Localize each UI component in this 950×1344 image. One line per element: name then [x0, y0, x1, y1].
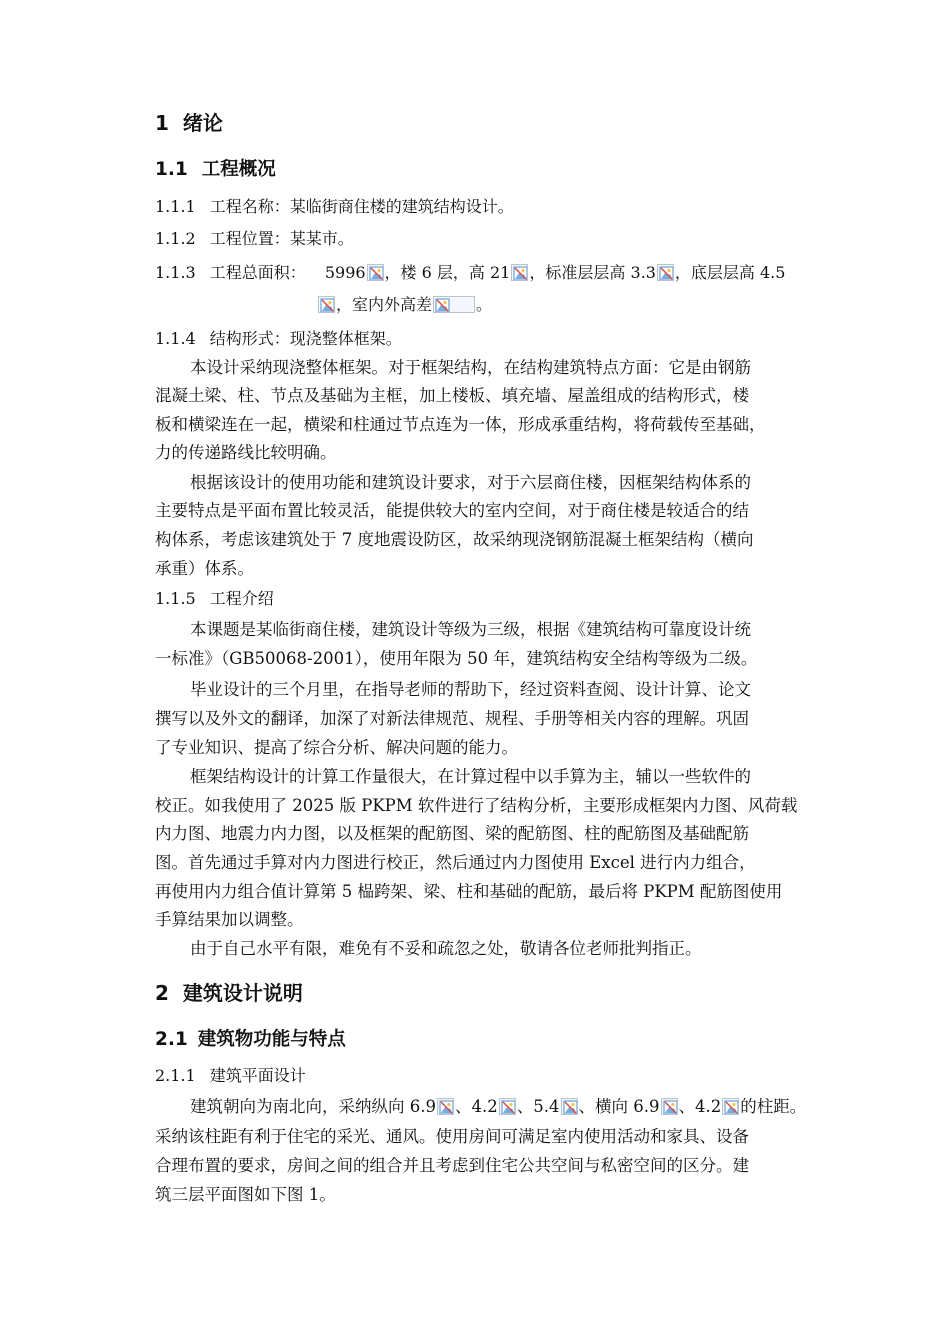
paragraph-line: 图。首先通过手算对内力图进行校正，然后通过内力图使用 Excel 进行内力组合， — [155, 853, 756, 872]
paragraph-line: 再使用内力组合值计算第 5 榀跨架、梁、柱和基础的配筋，最后将 PKPM 配筋图使用 — [155, 882, 783, 901]
paragraph-line: 撰写以及外文的翻译，加深了对新法律规范、规程、手册等相关内容的理解。巩固 — [155, 709, 749, 728]
broken-image-icon — [433, 296, 475, 313]
item-1-1-4: 1.1.4 结构形式：现浇整体框架。 — [155, 329, 402, 348]
section-heading-2-1: 2.1 建筑物功能与特点 — [155, 1029, 346, 1050]
broken-image-icon — [661, 1098, 678, 1115]
item-1-1-2: 1.1.2 工程位置：某某市。 — [155, 229, 354, 248]
item-1-1-5: 1.1.5 工程介绍 — [155, 589, 274, 608]
broken-image-icon — [437, 1098, 454, 1115]
paragraph-line: 内力图、地震力内力图，以及框架的配筋图、梁的配筋图、柱的配筋图及基础配筋 — [155, 824, 749, 843]
broken-image-icon — [561, 1098, 578, 1115]
paragraph-line: 力的传递路线比较明确。 — [155, 443, 337, 462]
paragraph-line: 本课题是某临街商住楼，建筑设计等级为三级，根据《建筑结构可靠度设计统 — [190, 620, 751, 639]
paragraph-line: 建筑朝向为南北向，采纳纵向 6.9 、4.2 、5.4 、横向 6.9 、4.2 的柱距。 — [190, 1097, 807, 1116]
section-heading-1-1: 1.1 工程概况 — [155, 159, 276, 180]
paragraph-line: 板和横梁连在一起，横梁和柱通过节点连为一体，形成承重结构，将荷载传至基础， — [155, 415, 766, 434]
paragraph-line: 构体系，考虑该建筑处于 7 度地震设防区，故采纳现浇钢筋混凝土框架结构（横向 — [155, 530, 754, 549]
item-1-1-1: 1.1.1 工程名称：某临街商住楼的建筑结构设计。 — [155, 197, 514, 216]
paragraph-line: 校正。如我使用了 2025 版 PKPM 软件进行了结构分析，主要形成框架内力图、风荷载 — [155, 796, 798, 815]
broken-image-icon — [511, 264, 528, 281]
paragraph-line: 承重）体系。 — [155, 559, 254, 578]
paragraph-line: 合理布置的要求，房间之间的组合并且考虑到住宅公共空间与私密空间的区分。建 — [155, 1156, 749, 1175]
broken-image-icon — [657, 264, 674, 281]
paragraph-line: 手算结果加以调整。 — [155, 910, 304, 929]
broken-image-icon — [722, 1098, 739, 1115]
broken-image-icon — [367, 264, 384, 281]
paragraph-line: 框架结构设计的计算工作量很大，在计算过程中以手算为主，辅以一些软件的 — [190, 767, 751, 786]
item-1-1-3-cont: ，室内外高差 。 — [317, 294, 492, 316]
paragraph-line: 一标准》（GB50068-2001），使用年限为 50 年，建筑结构安全结构等级为二级。 — [155, 649, 758, 668]
paragraph-line: 了专业知识、提高了综合分析、解决问题的能力。 — [155, 738, 518, 757]
paragraph-line: 筑三层平面图如下图 1。 — [155, 1185, 336, 1204]
paragraph-line: 本设计采纳现浇整体框架。对于框架结构，在结构建筑特点方面：它是由钢筋 — [190, 358, 751, 377]
paragraph-line: 主要特点是平面布置比较灵活，能提供较大的室内空间，对于商住楼是较适合的结 — [155, 501, 749, 520]
item-2-1-1: 2.1.1 建筑平面设计 — [155, 1066, 306, 1085]
section-heading-1: 1 绪论 — [155, 111, 223, 135]
paragraph-line: 采纳该柱距有利于住宅的采光、通风。使用房间可满足室内使用活动和家具、设备 — [155, 1127, 749, 1146]
paragraph-line: 根据该设计的使用功能和建筑设计要求，对于六层商住楼，因框架结构体系的 — [190, 473, 751, 492]
paragraph-line: 由于自己水平有限，难免有不妥和疏忽之处，敬请各位老师批判指正。 — [190, 939, 702, 958]
broken-image-icon — [499, 1098, 516, 1115]
section-heading-2: 2 建筑设计说明 — [155, 981, 303, 1005]
broken-image-icon — [318, 296, 335, 313]
paragraph-line: 毕业设计的三个月里，在指导老师的帮助下，经过资料查阅、设计计算、论文 — [190, 680, 751, 699]
paragraph-line: 混凝土梁、柱、节点及基础为主框，加上楼板、填充墙、屋盖组成的结构形式，楼 — [155, 386, 749, 405]
item-1-1-3: 1.1.3 工程总面积： 5996 ，楼 6 层，高 21 ，标准层层高 3.3 ，底层层高 4.5 — [155, 263, 786, 282]
